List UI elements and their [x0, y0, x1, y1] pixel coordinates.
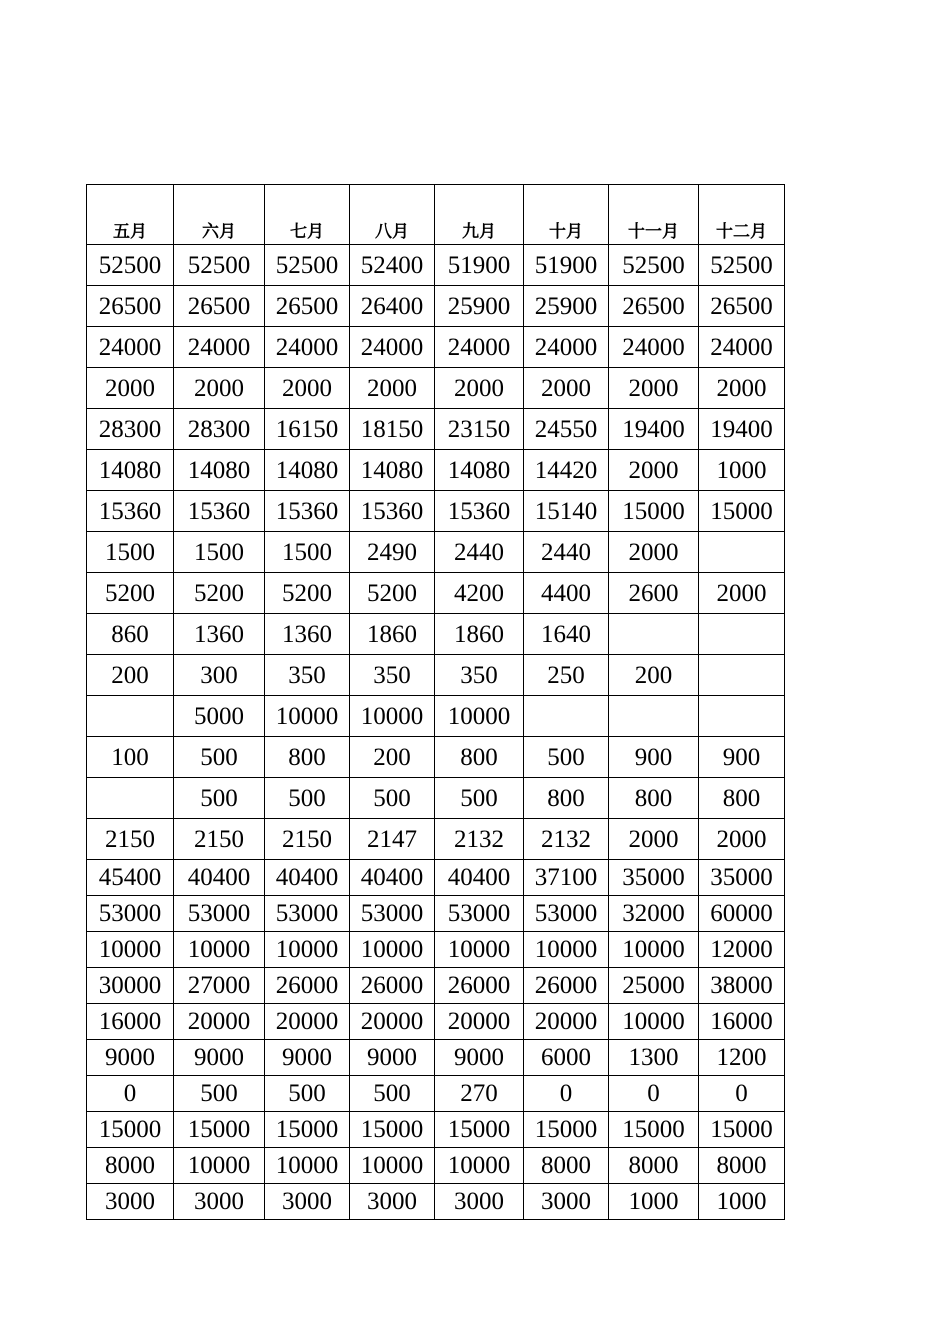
table-cell: 5000: [174, 696, 265, 737]
table-cell: 300: [174, 655, 265, 696]
table-cell: 1000: [699, 1184, 785, 1220]
table-cell: 2600: [609, 573, 699, 614]
table-cell: 52500: [265, 245, 350, 286]
table-cell: 0: [87, 1076, 174, 1112]
table-cell: 24000: [350, 327, 435, 368]
table-row: [87, 1184, 785, 1220]
table-cell: 23150: [435, 409, 524, 450]
table-cell: 26500: [87, 286, 174, 327]
table-cell: 26500: [699, 286, 785, 327]
table-cell: 800: [699, 778, 785, 819]
table-row: [87, 696, 785, 737]
table-cell: 200: [87, 655, 174, 696]
table-cell: 15360: [87, 491, 174, 532]
table-cell: 25900: [435, 286, 524, 327]
table-cell: 20000: [350, 1004, 435, 1040]
table-cell: 5200: [265, 573, 350, 614]
table-cell: 1000: [609, 1184, 699, 1220]
table-cell: 2147: [350, 819, 435, 860]
table-cell: 14080: [435, 450, 524, 491]
table-cell: 60000: [699, 896, 785, 932]
table-cell: 15000: [87, 1112, 174, 1148]
table-cell: 2150: [265, 819, 350, 860]
table-cell: 16000: [87, 1004, 174, 1040]
table-cell: 6000: [524, 1040, 609, 1076]
table-cell: 24000: [87, 327, 174, 368]
table-cell: 26500: [174, 286, 265, 327]
table-cell: 2132: [435, 819, 524, 860]
column-header: 九月: [435, 185, 524, 245]
table-cell: 15000: [524, 1112, 609, 1148]
table-cell: 15000: [350, 1112, 435, 1148]
table-cell: 9000: [350, 1040, 435, 1076]
column-header: 五月: [87, 185, 174, 245]
table-cell: 53000: [265, 896, 350, 932]
table-cell: 10000: [435, 1148, 524, 1184]
table-cell: 1000: [699, 450, 785, 491]
table-cell: 10000: [87, 932, 174, 968]
table-row: [87, 409, 785, 450]
table-cell: 15000: [435, 1112, 524, 1148]
table-row: [87, 532, 785, 573]
table-cell: 10000: [524, 932, 609, 968]
table-cell: 53000: [524, 896, 609, 932]
table-cell: 2000: [609, 368, 699, 409]
table-cell: 10000: [350, 696, 435, 737]
table-body: [87, 245, 785, 1220]
table-cell: 52500: [699, 245, 785, 286]
table-cell: 2000: [609, 819, 699, 860]
table-cell: 10000: [435, 932, 524, 968]
table-cell: 27000: [174, 968, 265, 1004]
table-cell: 24000: [174, 327, 265, 368]
table-cell: [609, 614, 699, 655]
table-cell: 3000: [87, 1184, 174, 1220]
table-cell: 40400: [265, 860, 350, 896]
table-cell: 1360: [265, 614, 350, 655]
table-row: [87, 1040, 785, 1076]
column-header: 七月: [265, 185, 350, 245]
table-row: [87, 368, 785, 409]
table-cell: 1860: [350, 614, 435, 655]
table-cell: 20000: [265, 1004, 350, 1040]
column-header: 六月: [174, 185, 265, 245]
table-cell: 200: [350, 737, 435, 778]
table-cell: 500: [350, 1076, 435, 1112]
table-cell: 2440: [524, 532, 609, 573]
table-cell: 1200: [699, 1040, 785, 1076]
table-cell: 15000: [609, 1112, 699, 1148]
table-cell: 9000: [265, 1040, 350, 1076]
table-cell: 14080: [174, 450, 265, 491]
table-cell: 1500: [174, 532, 265, 573]
table-cell: 1300: [609, 1040, 699, 1076]
table-cell: 19400: [699, 409, 785, 450]
table-cell: 2000: [265, 368, 350, 409]
table-cell: [699, 532, 785, 573]
table-cell: 5200: [350, 573, 435, 614]
table-cell: 3000: [524, 1184, 609, 1220]
table-cell: 20000: [524, 1004, 609, 1040]
table-cell: 500: [174, 778, 265, 819]
table-cell: 250: [524, 655, 609, 696]
table-cell: 860: [87, 614, 174, 655]
table-cell: 2000: [524, 368, 609, 409]
table-cell: 2490: [350, 532, 435, 573]
column-header: 十二月: [699, 185, 785, 245]
table-row: [87, 491, 785, 532]
table-cell: 40400: [350, 860, 435, 896]
table-cell: 15000: [174, 1112, 265, 1148]
table-cell: 26000: [435, 968, 524, 1004]
table-cell: 800: [435, 737, 524, 778]
table-cell: 20000: [174, 1004, 265, 1040]
table-cell: 19400: [609, 409, 699, 450]
table-row: [87, 1004, 785, 1040]
table-cell: 38000: [699, 968, 785, 1004]
table-cell: 15360: [435, 491, 524, 532]
table-cell: 4400: [524, 573, 609, 614]
table-row: [87, 932, 785, 968]
table-cell: 500: [174, 737, 265, 778]
table-cell: 10000: [609, 932, 699, 968]
table-cell: 10000: [265, 1148, 350, 1184]
table-cell: [87, 778, 174, 819]
table-cell: 52500: [87, 245, 174, 286]
table-cell: 200: [609, 655, 699, 696]
table-row: [87, 1148, 785, 1184]
table-cell: 15000: [265, 1112, 350, 1148]
column-header: 十月: [524, 185, 609, 245]
table-cell: 10000: [174, 932, 265, 968]
table-cell: 10000: [174, 1148, 265, 1184]
table-cell: 100: [87, 737, 174, 778]
table-cell: 900: [609, 737, 699, 778]
table-cell: [699, 614, 785, 655]
table-cell: 14420: [524, 450, 609, 491]
table-cell: 26500: [609, 286, 699, 327]
table-cell: 4200: [435, 573, 524, 614]
table-cell: 28300: [87, 409, 174, 450]
table-row: [87, 968, 785, 1004]
table-cell: 52500: [174, 245, 265, 286]
table-cell: 26000: [350, 968, 435, 1004]
table-row: [87, 573, 785, 614]
table-cell: 8000: [524, 1148, 609, 1184]
table-cell: 30000: [87, 968, 174, 1004]
table-cell: 2000: [87, 368, 174, 409]
table-row: [87, 245, 785, 286]
table-row: [87, 286, 785, 327]
table-cell: 500: [435, 778, 524, 819]
monthly-data-table: [86, 184, 785, 1220]
table-row: [87, 614, 785, 655]
table-cell: 800: [609, 778, 699, 819]
table-cell: 0: [609, 1076, 699, 1112]
table-row: [87, 655, 785, 696]
table-cell: 24000: [265, 327, 350, 368]
table-cell: 52500: [609, 245, 699, 286]
table-cell: 15360: [265, 491, 350, 532]
table-cell: 5200: [174, 573, 265, 614]
table-cell: 51900: [524, 245, 609, 286]
table-cell: 0: [524, 1076, 609, 1112]
table-cell: 35000: [609, 860, 699, 896]
table-cell: 53000: [87, 896, 174, 932]
table-cell: 14080: [87, 450, 174, 491]
table-cell: 2440: [435, 532, 524, 573]
table-cell: 25000: [609, 968, 699, 1004]
table-cell: 350: [350, 655, 435, 696]
table-cell: 2000: [609, 532, 699, 573]
table-cell: 20000: [435, 1004, 524, 1040]
table-cell: 500: [265, 778, 350, 819]
table-cell: 3000: [350, 1184, 435, 1220]
table-cell: 35000: [699, 860, 785, 896]
table-cell: 800: [265, 737, 350, 778]
table-cell: 26500: [265, 286, 350, 327]
table-row: [87, 450, 785, 491]
table-cell: 26000: [265, 968, 350, 1004]
table-cell: 10000: [350, 1148, 435, 1184]
table-cell: 500: [265, 1076, 350, 1112]
table-cell: 2000: [699, 819, 785, 860]
table-cell: 1500: [265, 532, 350, 573]
table-cell: 350: [435, 655, 524, 696]
table-cell: 9000: [174, 1040, 265, 1076]
table-cell: 15360: [350, 491, 435, 532]
column-header: 十一月: [609, 185, 699, 245]
table-cell: 40400: [174, 860, 265, 896]
table-row: [87, 327, 785, 368]
table-cell: 10000: [609, 1004, 699, 1040]
table-cell: 16000: [699, 1004, 785, 1040]
table-cell: 270: [435, 1076, 524, 1112]
table-cell: 12000: [699, 932, 785, 968]
table-cell: 2000: [435, 368, 524, 409]
table-cell: 500: [174, 1076, 265, 1112]
table-cell: 32000: [609, 896, 699, 932]
table-cell: 15360: [174, 491, 265, 532]
table-cell: 37100: [524, 860, 609, 896]
table-cell: 10000: [265, 696, 350, 737]
table-cell: 24000: [524, 327, 609, 368]
header-row: [87, 185, 785, 245]
table-cell: 0: [699, 1076, 785, 1112]
table-cell: 2000: [699, 368, 785, 409]
table-cell: 14080: [265, 450, 350, 491]
table-cell: 3000: [435, 1184, 524, 1220]
table-cell: 2132: [524, 819, 609, 860]
table-cell: 900: [699, 737, 785, 778]
table-cell: 52400: [350, 245, 435, 286]
table-cell: 26000: [524, 968, 609, 1004]
table-cell: 1500: [87, 532, 174, 573]
table-cell: 800: [524, 778, 609, 819]
table-cell: 1860: [435, 614, 524, 655]
table-cell: 9000: [435, 1040, 524, 1076]
table-cell: 9000: [87, 1040, 174, 1076]
table-row: [87, 778, 785, 819]
table-cell: 45400: [87, 860, 174, 896]
table-cell: 53000: [350, 896, 435, 932]
table-row: [87, 860, 785, 896]
table-row: [87, 1112, 785, 1148]
table-cell: 2000: [609, 450, 699, 491]
table-cell: 500: [350, 778, 435, 819]
table-cell: [699, 655, 785, 696]
table-cell: 3000: [265, 1184, 350, 1220]
table-cell: 28300: [174, 409, 265, 450]
table-cell: 26400: [350, 286, 435, 327]
table-cell: 24000: [609, 327, 699, 368]
table-cell: 15000: [699, 1112, 785, 1148]
table-cell: 2000: [174, 368, 265, 409]
table-cell: 350: [265, 655, 350, 696]
table-cell: 53000: [174, 896, 265, 932]
table-row: [87, 896, 785, 932]
table-row: [87, 737, 785, 778]
table-cell: 24000: [435, 327, 524, 368]
table-cell: [524, 696, 609, 737]
table-cell: 3000: [174, 1184, 265, 1220]
table-cell: 15000: [699, 491, 785, 532]
table-cell: 2000: [350, 368, 435, 409]
table-cell: 53000: [435, 896, 524, 932]
table-cell: 8000: [87, 1148, 174, 1184]
table-cell: 10000: [435, 696, 524, 737]
table-cell: 25900: [524, 286, 609, 327]
table-cell: 5200: [87, 573, 174, 614]
table-cell: 10000: [350, 932, 435, 968]
table-cell: 24550: [524, 409, 609, 450]
table-cell: 51900: [435, 245, 524, 286]
table-cell: 2150: [174, 819, 265, 860]
table-cell: 2000: [699, 573, 785, 614]
table-cell: 10000: [265, 932, 350, 968]
table-cell: 15000: [609, 491, 699, 532]
table-cell: 1640: [524, 614, 609, 655]
table-cell: 500: [524, 737, 609, 778]
table-cell: 8000: [699, 1148, 785, 1184]
table-cell: 15140: [524, 491, 609, 532]
table-cell: [699, 696, 785, 737]
table-cell: 14080: [350, 450, 435, 491]
table-cell: 18150: [350, 409, 435, 450]
table-cell: [87, 696, 174, 737]
table-row: [87, 1076, 785, 1112]
table-row: [87, 819, 785, 860]
table-cell: [609, 696, 699, 737]
table-cell: 8000: [609, 1148, 699, 1184]
column-header: 八月: [350, 185, 435, 245]
table-cell: 24000: [699, 327, 785, 368]
table-cell: 40400: [435, 860, 524, 896]
table-cell: 16150: [265, 409, 350, 450]
table-cell: 2150: [87, 819, 174, 860]
table-cell: 1360: [174, 614, 265, 655]
